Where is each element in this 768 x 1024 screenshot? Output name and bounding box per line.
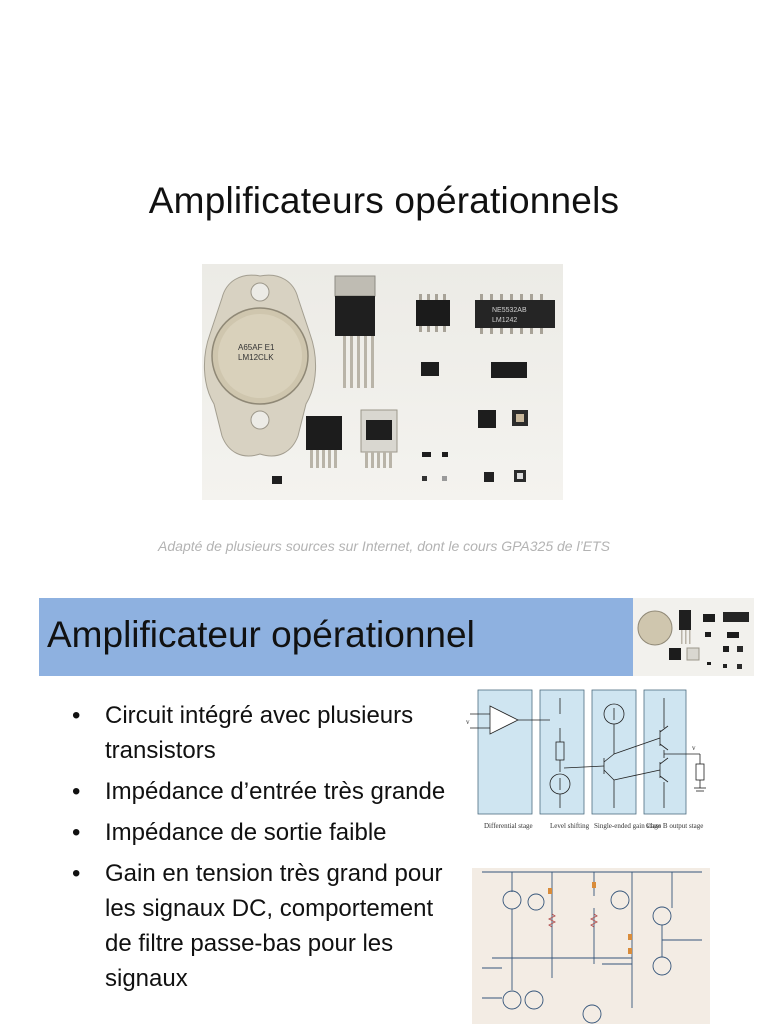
list-item: [72, 856, 462, 996]
opamp-transistor-schematic: [472, 868, 710, 1024]
list-item-text: Impédance de sortie faible: [105, 819, 387, 846]
svg-text:A65AF E1: A65AF E1: [238, 343, 275, 352]
opamp-packages-photo: [202, 264, 563, 500]
svg-text:v: v: [466, 718, 470, 726]
schematic-svg: [472, 868, 710, 1024]
thumbnail-illustration: [633, 598, 754, 676]
svg-text:LM1242: LM1242: [492, 317, 518, 324]
soic8-package: [421, 362, 527, 378]
d2pak-packages: [306, 410, 397, 468]
to220-package: [335, 276, 375, 388]
list-item: [72, 774, 462, 809]
differential-stage-block: [478, 690, 532, 814]
slide2-title: Amplificateur opérationnel: [47, 614, 475, 655]
bullet-icon: •: [72, 860, 81, 887]
slide1-title: Amplificateurs opérationnels: [148, 180, 620, 221]
bullet-icon: •: [72, 819, 81, 846]
to3-can-package: [204, 275, 315, 456]
source-credit: Adapté de plusieurs sources sur Internet, dont le cours GPA325 de l’ETS: [158, 538, 610, 554]
svg-text:Class B output stage: Class B output stage: [646, 822, 704, 830]
bullet-icon: •: [72, 702, 81, 729]
svg-text:LM12CLK: LM12CLK: [238, 353, 274, 362]
svg-text:Single-ended gain stage: Single-ended gain stage: [594, 822, 661, 830]
list-item-text: Gain en tension très grand pour les signaux DC, comportement de filtre passe-bas pour les signaux: [105, 860, 443, 992]
opamp-packages-thumbnail: [633, 598, 754, 676]
list-item-text: Circuit intégré avec plusieurs transistors: [105, 702, 414, 764]
list-item: [72, 698, 462, 768]
opamp-block-diagram: [464, 684, 712, 840]
svg-text:Differential stage: Differential stage: [484, 822, 533, 830]
feature-list: [72, 698, 462, 1002]
bullet-icon: •: [72, 778, 81, 805]
opamp-packages-illustration: [202, 264, 563, 500]
list-item-text: Impédance d’entrée très grande: [105, 778, 446, 805]
svg-text:Level shifting: Level shifting: [550, 822, 590, 830]
dip8-package: [416, 294, 450, 332]
list-item: [72, 815, 462, 850]
output-stage-block: [644, 690, 686, 814]
block-diagram-svg: [464, 684, 712, 840]
dip16-package: [475, 294, 555, 334]
svg-text:v: v: [692, 744, 696, 752]
svg-text:NE5532AB: NE5532AB: [492, 307, 527, 314]
level-shifting-block: [540, 690, 584, 814]
